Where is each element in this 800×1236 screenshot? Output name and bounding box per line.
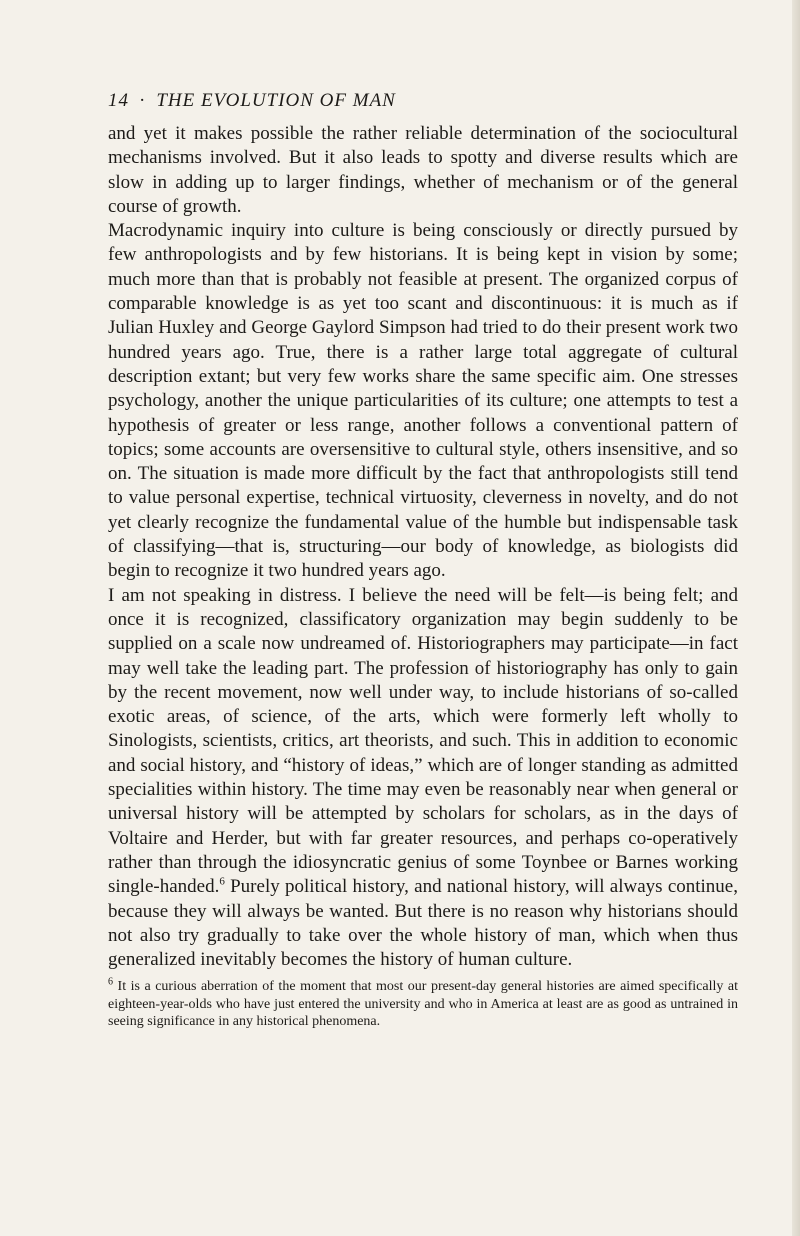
footnote-text: It is a curious aberration of the moment that most our present-day general histories are aimed specifically at eighteen-year-olds who have just entered the university and who in America at least are as good as untrained in seeing significance in any historical phenomena. (108, 979, 738, 1030)
footnote-marker: 6 (108, 976, 113, 988)
book-page (108, 90, 738, 1031)
footnote-reference: 6 (219, 875, 225, 888)
paragraph-text-before-note: I am not speaking in distress. I believe the need will be felt—is being felt; and once it is recognized, classificatory organization may begin suddenly to be supplied on a scale now undreamed of. Historiographers may participate—in fact may well take the leading part. The profession of historiography has only to gain by the recent movement, now well under way, to include historians of so-called exotic areas, of science, of the arts, which were formerly left wholly to Sinologists, scientists, critics, art theorists, and such. This in addition to economic and social history, and “history of ideas,” which are of longer standing as admitted specialities within history. The time may even be reasonably near when general or universal history will be attempted by scholars for scholars, as in the days of Voltaire and Herder, but with far greater resources, and perhaps co-operatively rather than through the idiosyncratic genius of some Toynbee or Barnes working single-handed. (108, 584, 738, 898)
header-separator: · (139, 90, 147, 111)
body-text (108, 122, 738, 972)
running-header (108, 90, 738, 112)
page-number: 14 (108, 90, 129, 111)
paragraph-continuation: and yet it makes possible the rather reliable determination of the sociocultural mechanisms involved. But it also leads to spotty and diverse results which are slow in adding up to larger findings, whether of mechanism or of the general course of growth. (108, 123, 738, 217)
running-title: THE EVOLUTION OF MAN (156, 90, 396, 111)
page-edge-shadow (792, 0, 800, 1236)
paragraph-macrodynamic: Macrodynamic inquiry into culture is being consciously or directly pursued by few anthropologists and by few historians. It is being kept in vision by some; much more than that is probably not feasible at present. The organized corpus of comparable knowledge is as yet too scant and discontinuous: it is much as if Julian Huxley and George Gaylord Simpson had tried to do their present work two hundred years ago. True, there is a rather large total aggregate of cultural description extant; but very few works share the same specific aim. One stresses psychology, another the unique particularities of its culture; one attempts to test a hypothesis of greater or less range, another follows a conventional pattern of topics; some accounts are oversensitive to cultural style, others insensitive, and so on. The situation is made more difficult by the fact that anthropologists still tend to value personal expertise, technical virtuosity, cleverness in novelty, and do not yet clearly recognize the fundamental value of the humble but indispensable task of classifying—that is, structuring—our body of knowledge, as biologists did begin to recognize it two hundred years ago. (108, 220, 738, 582)
paragraph-text-after-note: Purely political history, and national history, will always continue, because they will always be wanted. But there is no reason why historians should not also try gradually to take over the whole history of man, which when thus generalized inevitably becomes the history of human culture. (108, 876, 738, 971)
paragraph-distress (108, 584, 738, 973)
footnote (108, 978, 738, 1031)
